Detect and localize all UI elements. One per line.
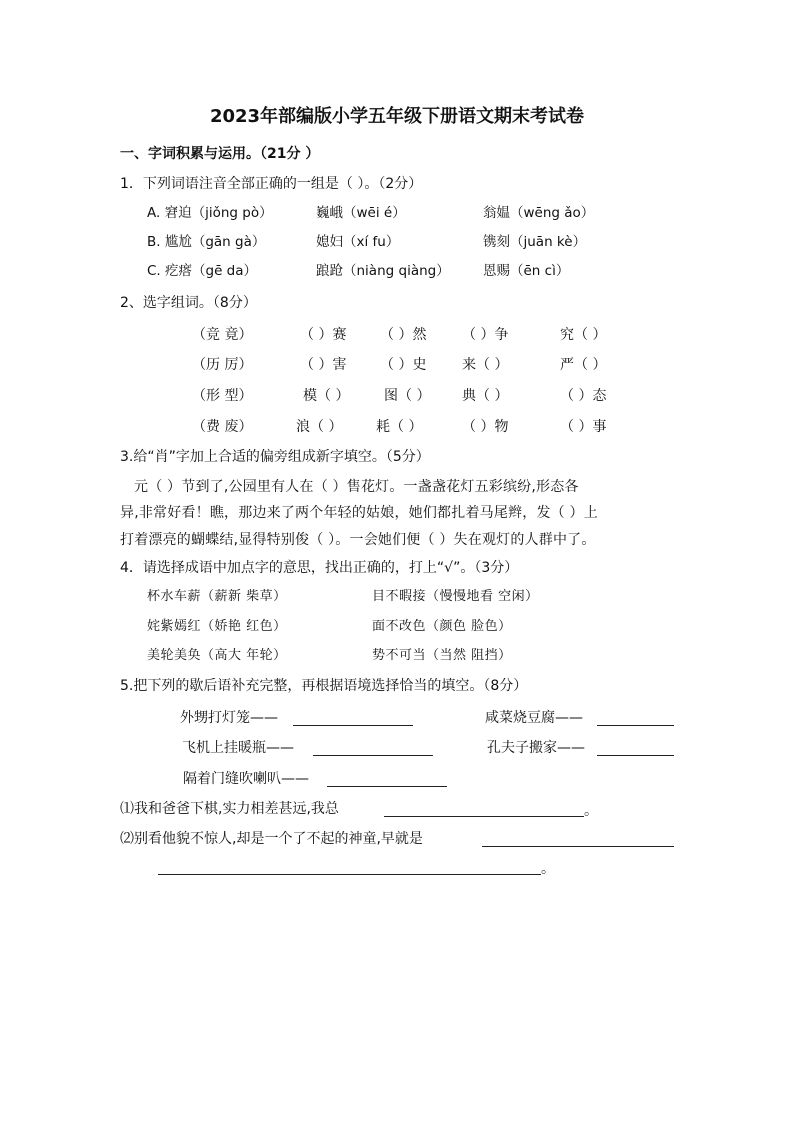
page-title: 2023年部编版小学五年级下册语文期末考试卷 [209, 106, 585, 127]
q1-option-b-1: B. 尴尬（gān gà） [147, 234, 266, 250]
q2-r2-c2: （ ）史 [380, 357, 427, 373]
q5-item-3-blank[interactable] [313, 755, 433, 756]
q3-line-2: 异,非常好看！瞧，那边来了两个年轻的姑娘，她们都扎着马尾辫，发（ ）上 [120, 505, 598, 521]
q5-item-4-blank[interactable] [597, 755, 674, 756]
q5-item-5-blank[interactable] [327, 786, 447, 787]
q5-sentence-1: ⑴我和爸爸下棋,实力相差甚远,我总 [120, 801, 339, 817]
q2-r2-c4: 严（ ） [560, 357, 607, 373]
q2-r3-c1: 模（ ） [303, 388, 350, 404]
q4-r1-right: 目不暇接（慢慢地看 空闲） [372, 589, 539, 604]
q5-sentence-2-blank-cont[interactable] [158, 874, 541, 875]
q1-option-c-1: C. 疙瘩（gē da） [147, 263, 258, 279]
q1-option-c-3: 恩赐（ēn cì） [483, 263, 570, 279]
q3-line-3: 打着漂亮的蝴蝶结,显得特别俊（ ）。一会她们便（ ）失在观灯的人群中了。 [120, 532, 596, 548]
q5-item-2-blank[interactable] [597, 725, 674, 726]
q2-r2-c3: 来（ ） [462, 357, 509, 373]
q5-item-1-blank[interactable] [293, 725, 413, 726]
q2-r1-c4: 究（ ） [560, 327, 607, 343]
q4-r3-left: 美轮美奂（高大 年轮） [147, 648, 287, 663]
q2-r4-c2: 耗（ ） [376, 419, 423, 435]
q5-sentence-1-blank[interactable] [384, 816, 584, 817]
question-3-stem: 3.给“肖”字加上合适的偏旁组成新字填空。（5分） [120, 449, 430, 465]
q2-r2-pair: （历 厉） [192, 357, 253, 373]
q4-r3-right: 势不可当（当然 阻挡） [372, 648, 512, 663]
q5-item-2: 咸菜烧豆腐—— [485, 710, 583, 726]
question-2-stem: 2、选字组词。（8分） [120, 295, 257, 311]
q1-option-a-1: A. 窘迫（jiǒng pò） [147, 205, 273, 221]
q2-r1-c3: （ ）争 [462, 327, 509, 343]
q2-r4-c3: （ ）物 [462, 419, 509, 435]
q2-r4-c4: （ ）事 [560, 419, 607, 435]
q1-option-a-2: 巍峨（wēi é） [316, 205, 406, 221]
q2-r3-c4: （ ）态 [560, 388, 607, 404]
q4-r2-left: 姹紫嫣红（娇艳 红色） [147, 619, 287, 634]
question-5-stem: 5.把下列的歇后语补充完整，再根据语境选择恰当的填空。（8分） [120, 678, 528, 694]
q2-r1-pair: （竞 竟） [192, 327, 253, 343]
q1-option-a-3: 翁媪（wēng ǎo） [483, 205, 595, 221]
q5-sentence-2: ⑵别看他貌不惊人,却是一个了不起的神童,早就是 [120, 831, 423, 847]
q2-r1-c2: （ ）然 [380, 327, 427, 343]
q1-option-c-2: 踉跄（niàng qiàng） [316, 263, 450, 279]
q5-item-5: 隔着门缝吹喇叭—— [183, 771, 309, 787]
section-heading: 一、字词积累与运用。（21分 ） [120, 146, 320, 162]
q2-r4-pair: （费 废） [192, 419, 253, 435]
q2-r1-c1: （ ）赛 [300, 327, 347, 343]
q5-item-1: 外甥打灯笼—— [180, 710, 278, 726]
question-1-stem: 1．下列词语注音全部正确的一组是（ ）。（2分） [120, 176, 423, 192]
question-4-stem: 4．请选择成语中加点字的意思，找出正确的，打上“√”。（3分） [120, 560, 519, 576]
q1-option-b-2: 媳妇（xí fu） [316, 234, 400, 250]
q4-r1-left: 杯水车薪（薪新 柴草） [147, 589, 287, 604]
q5-item-4: 孔夫子搬家—— [487, 740, 585, 756]
q2-r3-c3: 典（ ） [462, 388, 509, 404]
q3-line-1: 元（ ）节到了,公园里有人在（ ）售花灯。一盏盏花灯五彩缤纷,形态各 [134, 479, 579, 495]
q5-sentence-2-blank[interactable] [482, 846, 674, 847]
q1-option-b-3: 镌刻（juān kè） [483, 234, 587, 250]
q2-r3-c2: 图（ ） [384, 388, 431, 404]
q5-item-3: 飞机上挂暖瓶—— [182, 740, 294, 756]
q2-r2-c1: （ ）害 [300, 357, 347, 373]
q5-sentence-1-period: 。 [584, 803, 598, 819]
q2-r3-pair: （形 型） [192, 388, 253, 404]
q2-r4-c1: 浪（ ） [296, 419, 343, 435]
q5-sentence-2-period: 。 [541, 861, 555, 877]
q4-r2-right: 面不改色（颜色 脸色） [372, 619, 512, 634]
